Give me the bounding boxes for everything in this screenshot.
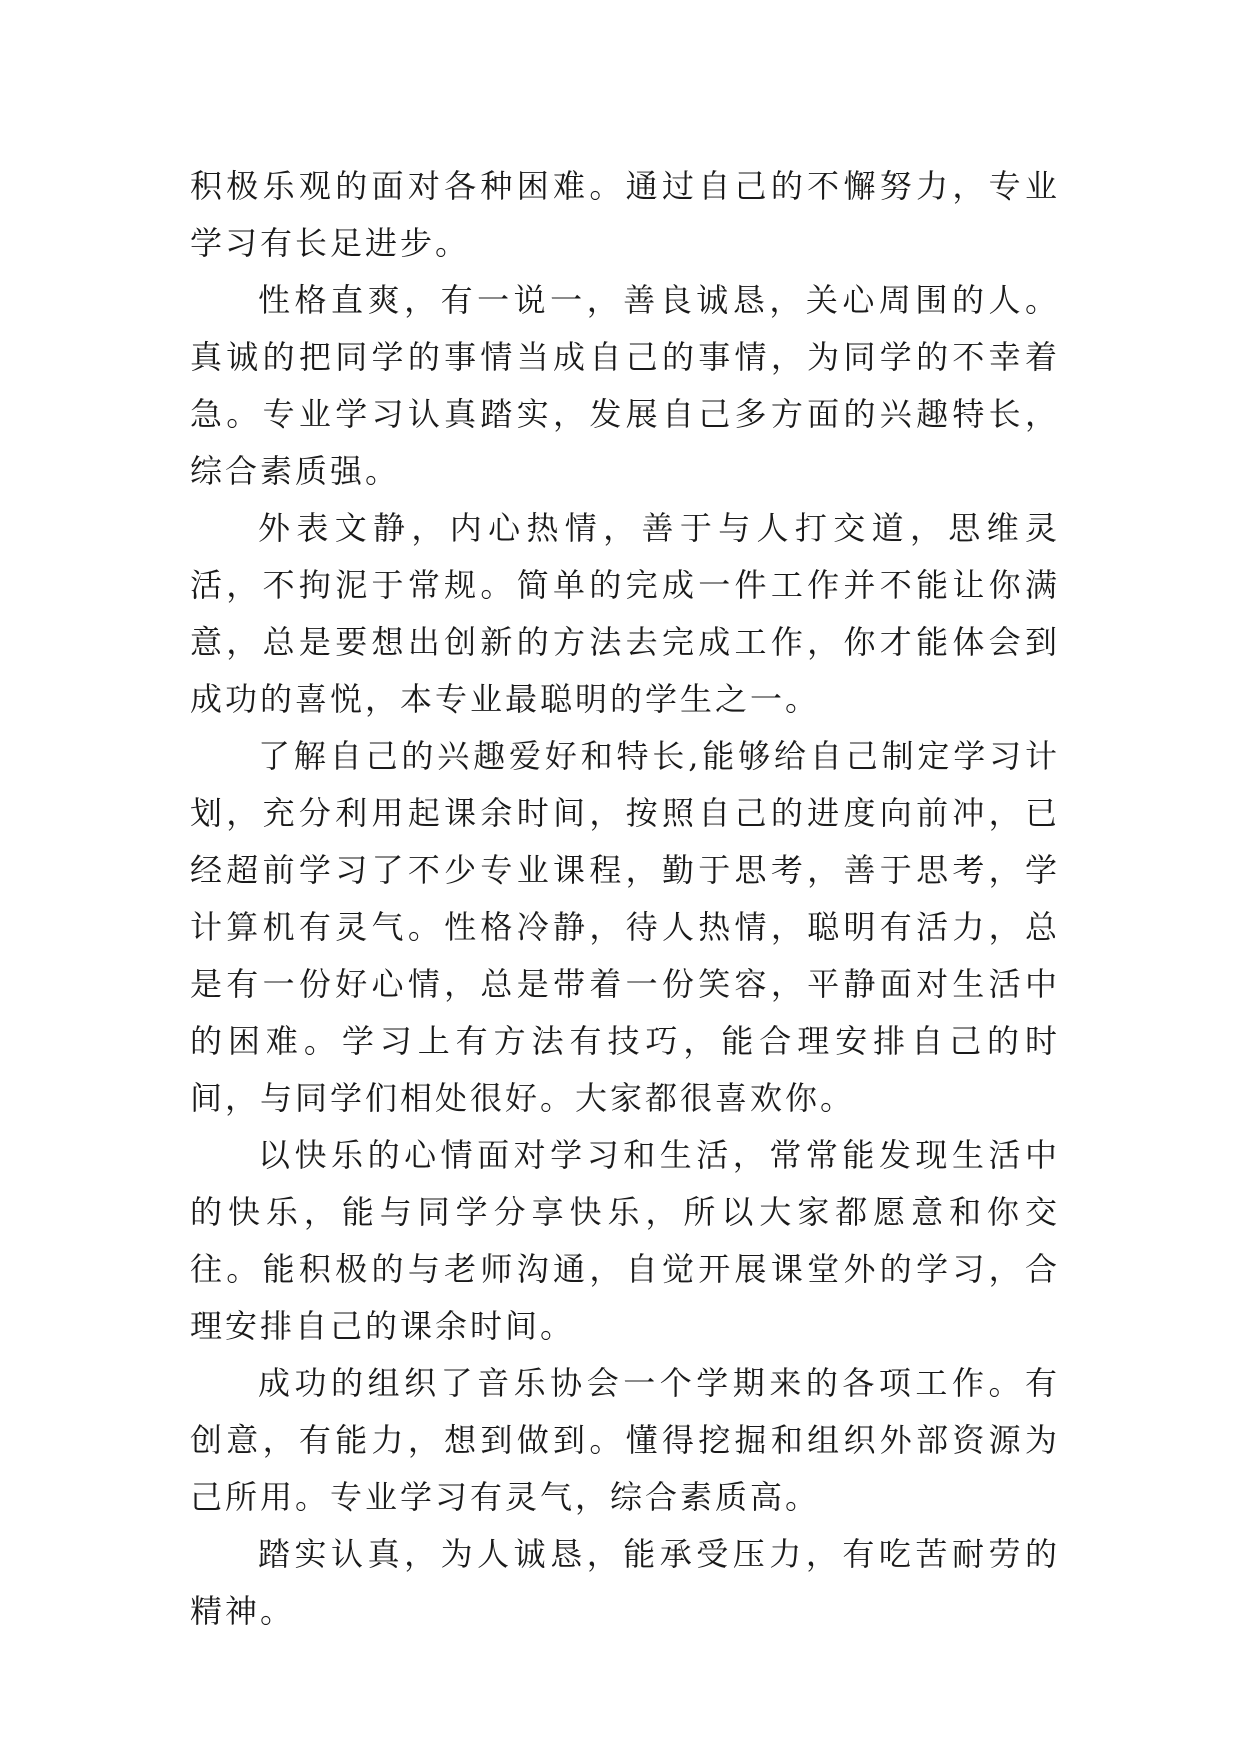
paragraph: 以快乐的心情面对学习和生活，常常能发现生活中的快乐，能与同学分享快乐，所以大家都愿意和你交往。能积极的与老师沟通，自觉开展课堂外的学习，合理安排自己的课余时间。 [190, 1136, 1060, 1345]
paragraph: 踏实认真，为人诚恳，能承受压力，有吃苦耐劳的精神。 [190, 1535, 1060, 1630]
paragraph-continuation: 积极乐观的面对各种困难。通过自己的不懈努力，专业学习有长足进步。 [190, 167, 1060, 262]
paragraph: 外表文静，内心热情，善于与人打交道，思维灵活，不拘泥于常规。简单的完成一件工作并不能让你满意，总是要想出创新的方法去完成工作，你才能体会到成功的喜悦，本专业最聪明的学生之一。 [190, 509, 1060, 718]
paragraph: 了解自己的兴趣爱好和特长,能够给自己制定学习计划，充分利用起课余时间，按照自己的进度向前冲，已经超前学习了不少专业课程，勤于思考，善于思考，学计算机有灵气。性格冷静，待人热情，聪明有活力，总是有一份好心情，总是带着一份笑容，平静面对生活中的困难。学习上有方法有技巧，能合理安排自己的时间，与同学们相处很好。大家都很喜欢你。 [190, 737, 1060, 1117]
paragraph: 成功的组织了音乐协会一个学期来的各项工作。有创意，有能力，想到做到。懂得挖掘和组织外部资源为己所用。专业学习有灵气，综合素质高。 [190, 1364, 1060, 1516]
paragraph: 性格直爽，有一说一，善良诚恳，关心周围的人。真诚的把同学的事情当成自己的事情，为同学的不幸着急。专业学习认真踏实，发展自己多方面的兴趣特长，综合素质强。 [190, 281, 1060, 490]
document-body [190, 158, 1060, 1640]
